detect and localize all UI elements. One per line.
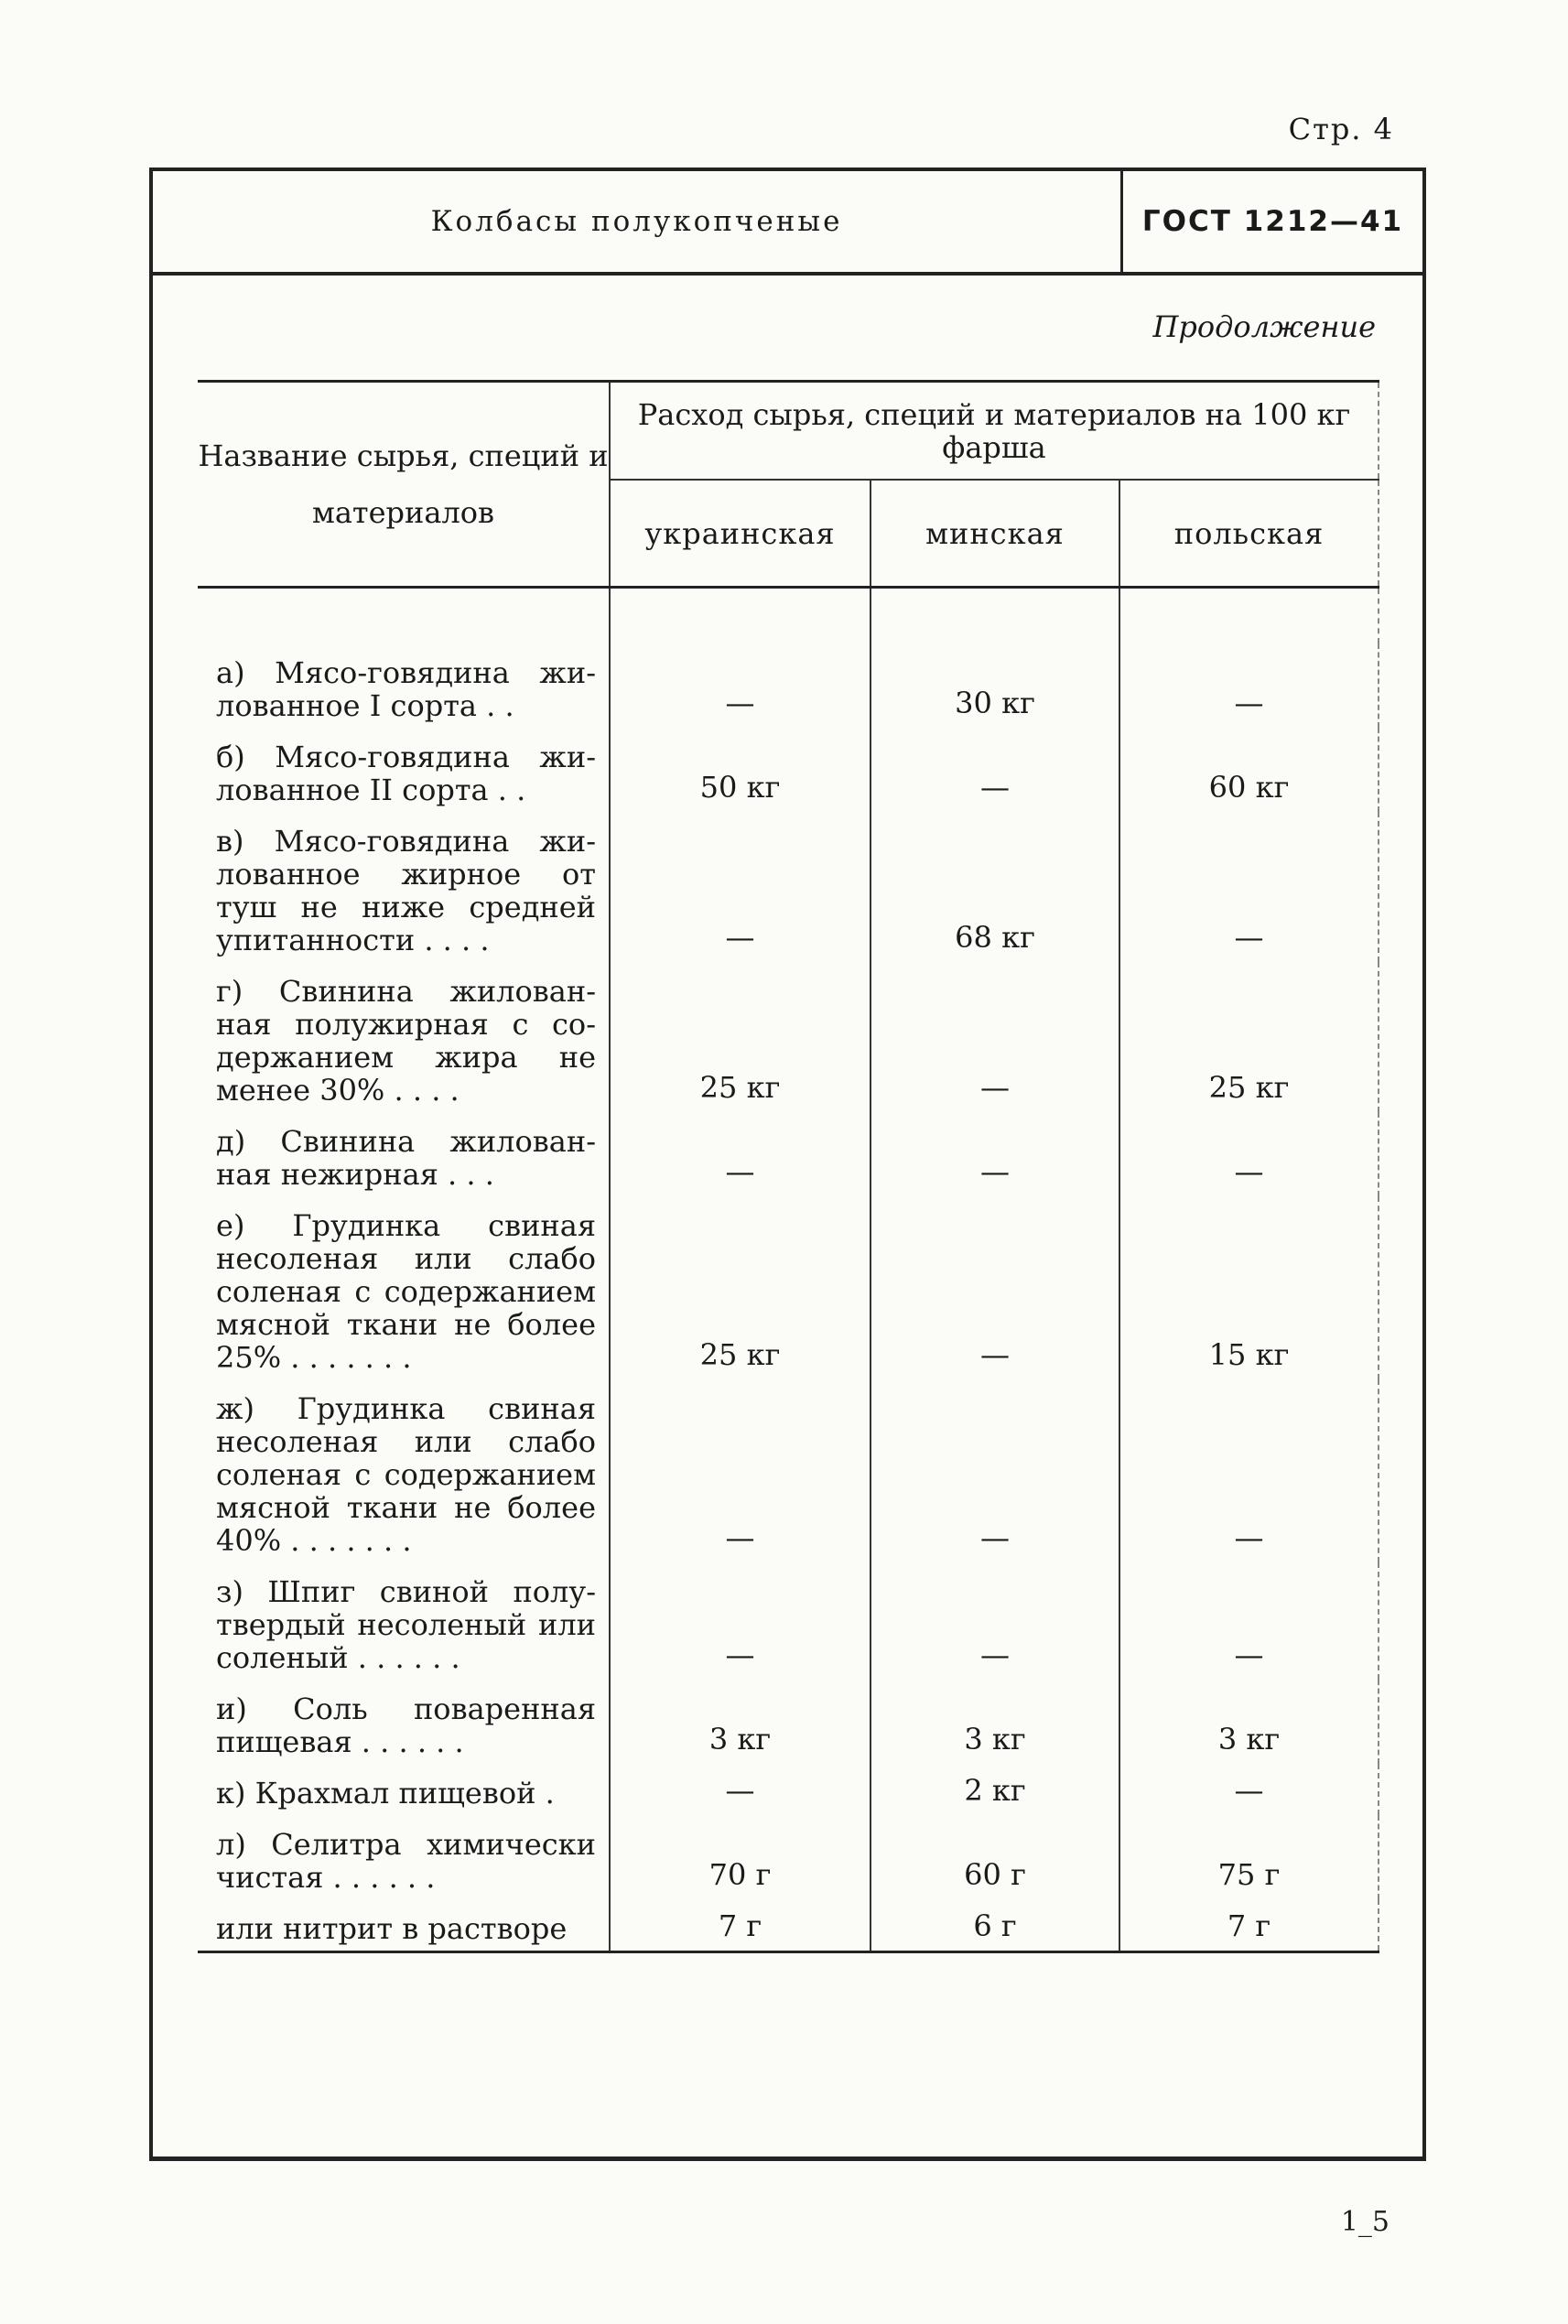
item-name-line: з) Шпиг свиной полу- [216, 1574, 596, 1609]
amount-cell: 60 кг [1119, 728, 1379, 812]
amount-cell: 50 кг [610, 728, 871, 812]
amount-cell: — [1119, 643, 1379, 728]
item-name-line: б) Мясо-говядина жи- [216, 740, 596, 774]
amount-cell: 25 кг [1119, 962, 1379, 1112]
amount-cell: 3 кг [1119, 1680, 1379, 1764]
recipe-table [198, 380, 1379, 1953]
item-name-line: ная нежирная . . . [216, 1157, 494, 1192]
item-name-line: упитанности . . . . [216, 923, 490, 957]
item-name-line: ж) Грудинка свиная [216, 1391, 596, 1426]
item-name-line: соленый . . . . . . [216, 1640, 460, 1675]
item-name [198, 962, 610, 1112]
item-name-line: мясной ткани не более [216, 1490, 596, 1525]
amount-cell: — [610, 643, 871, 728]
item-name-line: несоленая или слабо [216, 1424, 596, 1459]
amount-cell: 2 кг [871, 1764, 1119, 1815]
amount-cell: 60 г [871, 1815, 1119, 1899]
item-name-line: менее 30% . . . . [216, 1073, 460, 1108]
table-row [198, 1562, 1379, 1680]
footer-code: 1_5 [1340, 2206, 1390, 2238]
continuation-label: Продолжение [1152, 309, 1376, 344]
amount-cell: 7 г [1119, 1899, 1379, 1952]
amount-cell: — [871, 1196, 1119, 1379]
item-name-line: пищевая . . . . . . [216, 1724, 464, 1759]
amount-cell: 75 г [1119, 1815, 1379, 1899]
amount-cell: 7 г [610, 1899, 871, 1952]
item-name-line: держанием жира не [216, 1040, 596, 1075]
item-name [198, 1764, 610, 1815]
amount-cell: 30 кг [871, 643, 1119, 728]
item-name [198, 1379, 610, 1562]
column-header-group [610, 382, 1379, 481]
item-name-line: г) Свинина жилован- [216, 974, 596, 1009]
item-name-line: твердый несоленый или [216, 1607, 596, 1642]
amount-cell: — [871, 1112, 1119, 1196]
standard-code: ГОСТ 1212—41 [1141, 205, 1404, 238]
amount-cell: — [871, 1379, 1119, 1562]
table-row [198, 1680, 1379, 1764]
amount-cell: — [1119, 1379, 1379, 1562]
item-name-line: соленая с содержанием [216, 1457, 596, 1492]
amount-cell: — [610, 1764, 871, 1815]
subcolumn-header: украинская [610, 480, 871, 588]
amount-cell: — [1119, 812, 1379, 962]
item-name-line: ная полужирная с со- [216, 1007, 596, 1042]
header-title: Колбасы полукопченые [430, 205, 843, 238]
table-row [198, 1899, 1379, 1952]
column-header-name [198, 382, 610, 588]
amount-cell: 15 кг [1119, 1196, 1379, 1379]
amount-cell: 25 кг [610, 1196, 871, 1379]
item-name [198, 1815, 610, 1899]
amount-cell: 70 г [610, 1815, 871, 1899]
column-header-group-text: Расход сырья, специй и материалов на 100 кг фарша [637, 396, 1351, 465]
subcolumn-header: польская [1119, 480, 1379, 588]
item-name-line: лованное I сорта . . [216, 688, 514, 723]
item-name-line: чистая . . . . . . [216, 1860, 436, 1895]
item-name-line: 25% . . . . . . . [216, 1340, 412, 1375]
item-name [198, 1196, 610, 1379]
item-name [198, 1112, 610, 1196]
amount-cell: 3 кг [871, 1680, 1119, 1764]
amount-cell: — [1119, 1112, 1379, 1196]
table-row [198, 1379, 1379, 1562]
table-row [198, 728, 1379, 812]
item-name-line: е) Грудинка свиная [216, 1208, 596, 1243]
amount-cell: 3 кг [610, 1680, 871, 1764]
item-name-line: и) Соль поваренная [216, 1692, 596, 1726]
item-name [198, 728, 610, 812]
header-row [153, 171, 1422, 276]
item-name-line: л) Селитра химически [216, 1827, 596, 1862]
item-name [198, 1680, 610, 1764]
item-name-line: а) Мясо-говядина жи- [216, 655, 596, 690]
table-row [198, 962, 1379, 1112]
table-row [198, 643, 1379, 728]
item-name-line: лованное жирное от [216, 857, 596, 892]
item-name-line: лованное II сорта . . [216, 773, 526, 807]
table-body [198, 588, 1379, 1952]
item-name-line: 40% . . . . . . . [216, 1523, 412, 1558]
amount-cell: — [610, 1562, 871, 1680]
table-row [198, 812, 1379, 962]
item-name [198, 812, 610, 962]
item-name-line: соленая с содержанием [216, 1274, 596, 1309]
table-row [198, 1764, 1379, 1815]
item-name-line: мясной ткани не более [216, 1307, 596, 1342]
amount-cell: 25 кг [610, 962, 871, 1112]
amount-cell: — [610, 1379, 871, 1562]
item-name-line: д) Свинина жилован- [216, 1124, 596, 1159]
amount-cell: — [610, 1112, 871, 1196]
column-header-name-text: Название сырья, специй и материалов [198, 438, 609, 530]
item-name [198, 1562, 610, 1680]
amount-cell: — [871, 962, 1119, 1112]
amount-cell: — [1119, 1562, 1379, 1680]
amount-cell: — [610, 812, 871, 962]
table-row [198, 1815, 1379, 1899]
table-row [198, 1196, 1379, 1379]
amount-cell: — [1119, 1764, 1379, 1815]
subcolumn-header: минская [871, 480, 1119, 588]
item-name-line: туш не ниже средней [216, 890, 596, 924]
amount-cell: — [871, 1562, 1119, 1680]
item-name-line: или нитрит в растворе [216, 1911, 568, 1946]
item-name-line: несоленая или слабо [216, 1241, 596, 1276]
amount-cell: — [871, 728, 1119, 812]
item-name [198, 1899, 610, 1952]
page-number: Стр. 4 [1288, 112, 1394, 146]
amount-cell: 6 г [871, 1899, 1119, 1952]
item-name [198, 643, 610, 728]
item-name-line: к) Крахмал пищевой . [216, 1776, 555, 1811]
item-name-line: в) Мясо-говядина жи- [216, 824, 596, 859]
table-row [198, 1112, 1379, 1196]
amount-cell: 68 кг [871, 812, 1119, 962]
